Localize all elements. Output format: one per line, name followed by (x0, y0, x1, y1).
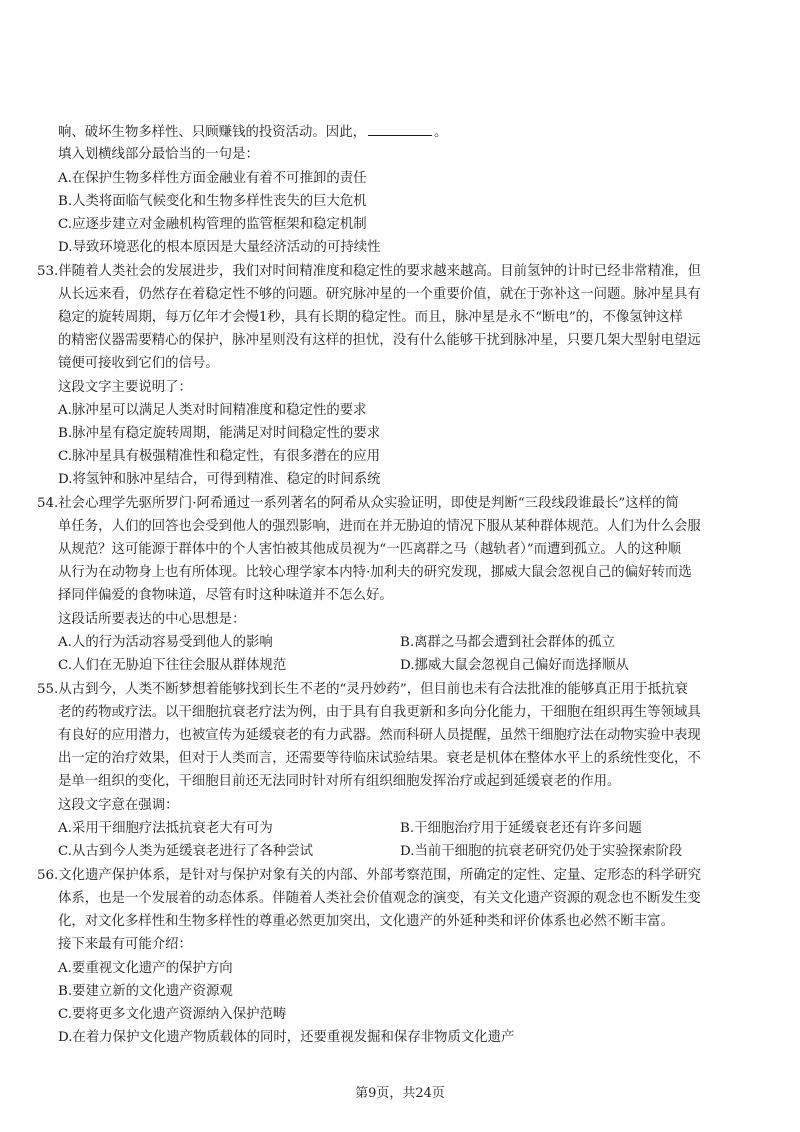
q52-option-c: C.应逐步建立对金融机构管理的监管框架和稳定机制 (58, 217, 367, 232)
q55-option-c: C.从古到今人类为延缓衰老进行了各种尝试 (58, 844, 314, 859)
page-number: 第9页，共24页 (355, 1086, 445, 1101)
q54-line-4: 从行为在动物身上也有所体现。比较心理学家本内特·加利夫的研究发现，挪威大鼠会忽视自己的偏好转而选 (58, 565, 692, 580)
q54-line-2: 单任务，人们的回答也会受到他人的强烈影响，进而在并无胁迫的情况下服从某种群体规范。人们为什么会服 (58, 519, 701, 534)
q53-option-c: C.脉冲星具有极强精准性和稳定性，有很多潜在的应用 (58, 449, 381, 464)
q52-tail-end: 。 (433, 125, 448, 140)
q54-prompt: 这段话所要表达的中心思想是： (58, 612, 246, 627)
q52-tail-text: 响、破坏生物多样性、只顾赚钱的投资活动。因此， (58, 125, 366, 140)
q55-line-4: 出一定的治疗效果，但对于人类而言，还需要等待临床试验结果。衰老是机体在整体水平上的系统性变化，不 (58, 751, 701, 766)
q53-line-5: 镜便可接收到它们的信号。 (58, 356, 219, 371)
q55-option-a: A.采用干细胞疗法抵抗衰老大有可为 (58, 821, 273, 836)
q56-option-b: B.要建立新的文化遗产资源观 (58, 984, 233, 999)
q52-option-d: D.导致环境恶化的根本原因是大量经济活动的可持续性 (58, 240, 381, 255)
q55-option-d: D.当前干细胞的抗衰老研究仍处于实验探索阶段 (400, 844, 683, 859)
q53-option-a: A.脉冲星可以满足人类对时间精准度和稳定性的要求 (58, 403, 367, 418)
q55-prompt: 这段文字意在强调： (58, 798, 179, 813)
q56-option-c: C.要将更多文化遗产资源纳入保护范畴 (58, 1007, 287, 1022)
q53-option-b: B.脉冲星有稳定旋转周期，能满足对时间稳定性的要求 (58, 426, 381, 441)
q54-line-1: 54.社会心理学先驱所罗门·阿希通过一系列著名的阿希从众实验证明，即使是判断“三段线段谁最长”这样的简 (37, 496, 679, 511)
q53-line-1: 53.伴随着人类社会的发展进步，我们对时间精准度和稳定性的要求越来越高。目前氢钟的计时已经非常精准，但 (37, 264, 702, 279)
q56-line-3: 化，对文化多样性和生物多样性的尊重必然更加突出，文化遗产的外延种类和评价体系也必然不断丰富。 (58, 914, 674, 929)
q55-line-3: 有良好的应用潜力，也被宣传为延缓衰老的有力武器。然而科研人员提醒，虽然干细胞疗法在动物实验中表现 (58, 728, 701, 743)
q52-option-b: B.人类将面临气候变化和生物多样性丧失的巨大危机 (58, 194, 367, 209)
q55-option-b: B.干细胞治疗用于延缓衰老还有许多问题 (400, 821, 642, 836)
q55-line-2: 老的药物或疗法。以干细胞抗衰老疗法为例，由于具有自我更新和多向分化能力，干细胞在组织再生等领域具 (58, 705, 701, 720)
q56-prompt: 接下来最有可能介绍： (58, 937, 192, 952)
q56-option-a: A.要重视文化遗产的保护方向 (58, 961, 233, 976)
q53-line-4: 的精密仪器需要精心的保护，脉冲星则没有这样的担忧，没有什么能够干扰到脉冲星，只要几架大型射电望远 (58, 333, 701, 348)
q54-option-c: C.人们在无胁迫下往往会服从群体规范 (58, 658, 287, 673)
q53-prompt: 这段文字主要说明了： (58, 380, 192, 395)
q54-option-a: A.人的行为活动容易受到他人的影响 (58, 635, 273, 650)
q56-line-1: 56.文化遗产保护体系，是针对与保护对象有关的内部、外部考察范围，所确定的定性、定量、定形态的科学研究 (37, 868, 702, 883)
q55-line-5: 是单一组织的变化，干细胞目前还无法同时针对所有组织细胞发挥治疗或起到延缓衰老的作用。 (58, 774, 621, 789)
q53-option-d: D.将氢钟和脉冲星结合，可得到精准、稳定的时间系统 (58, 472, 381, 487)
q52-option-a: A.在保护生物多样性方面金融业有着不可推卸的责任 (58, 171, 367, 186)
q56-option-d: D.在着力保护文化遗产物质载体的同时，还要重视发掘和保存非物质文化遗产 (58, 1030, 515, 1045)
q56-line-2: 体系，也是一个发展着的动态体系。伴随着人类社会价值观念的演变，有关文化遗产资源的观念也不断发生变 (58, 891, 701, 906)
q54-option-d: D.挪威大鼠会忽视自己偏好而选择顺从 (400, 658, 629, 673)
fill-blank (368, 123, 432, 136)
q52-prompt: 填入划横线部分最恰当的一句是： (58, 147, 259, 162)
q54-line-5: 择同伴偏爱的食物味道，尽管有时这种味道并不怎么好。 (58, 588, 393, 603)
q52-text-tail (58, 123, 447, 142)
q54-line-3: 从规范？这可能源于群体中的个人害怕被其他成员视为“一匹离群之马（越轨者）”而遭到孤立。人的这种顺 (58, 542, 681, 557)
q55-line-1: 55.从古到今，人类不断梦想着能够找到长生不老的“灵丹妙药”，但目前也未有合法批准的能够真正用于抵抗衰 (37, 682, 688, 697)
q54-option-b: B.离群之马都会遭到社会群体的孤立 (400, 635, 615, 650)
q53-line-3: 稳定的旋转周期，每万亿年才会慢1秒，具有长期的稳定性。而且，脉冲星是永不“断电”的，不像氢钟这样 (58, 310, 683, 325)
q53-line-2: 从长远来看，仍然存在着稳定性不够的问题。研究脉冲星的一个重要价值，就在于弥补这一问题。脉冲星具有 (58, 287, 701, 302)
